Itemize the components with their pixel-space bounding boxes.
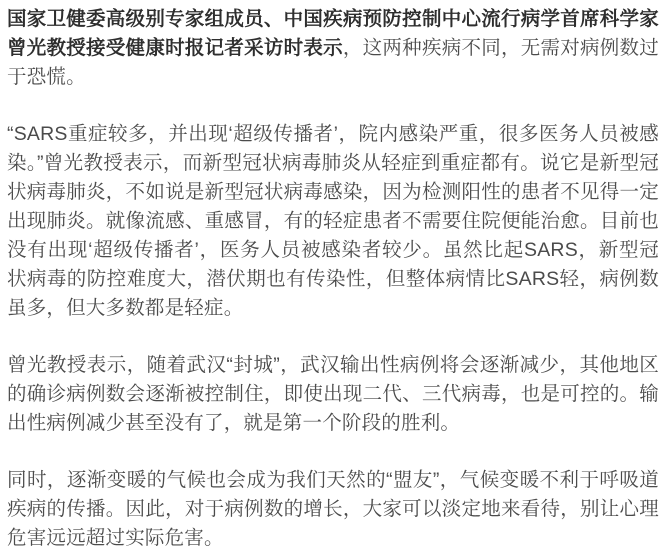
paragraph-sars-comparison: “SARS重症较多，并出现‘超级传播者’，院内感染严重，很多医务人员被感染。”曾光教授表示，而新型冠状病毒肺炎从轻症到重症都有。说它是新型冠状病毒肺炎，不如说是新型冠状病毒感染，因为检测阳性的患者不见得一定出现肺炎。就像流感、重感冒，有的轻症患者不需要住院便能治愈。目前也没有出现‘超级传播者’，医务人员被感染者较少。虽然比起SARS，新型冠状病毒的防控难度大，潜伏期也有传染性，但整体病情比SARS轻，病例数虽多，但大多数都是轻症。	[7, 123, 659, 319]
paragraph-warming-climate: 同时，逐渐变暖的气候也会成为我们天然的“盟友”，气候变暖不利于呼吸道疾病的传播。因此，对于病例数的增长，大家可以淡定地来看待，别让心理危害远远超过实际危害。	[7, 469, 659, 549]
lead-paragraph-regular-text: ，这两种疾病不同，无需对病例数过于恐慌。	[7, 37, 659, 88]
lead-paragraph-bold-text: 国家卫健委高级别专家组成员、中国疾病预防控制中心流行病学首席科学家曾光教授接受健康时报记者采访时表示	[7, 8, 659, 59]
paragraph-wuhan-lockdown: 曾光教授表示，随着武汉“封城”，武汉输出性病例将会逐渐减少，其他地区的确诊病例数会逐渐被控制住，即使出现二代、三代病毒，也是可控的。输出性病例减少甚至没有了，就是第一个阶段的胜利。	[7, 354, 659, 434]
lead-paragraph	[7, 5, 659, 92]
